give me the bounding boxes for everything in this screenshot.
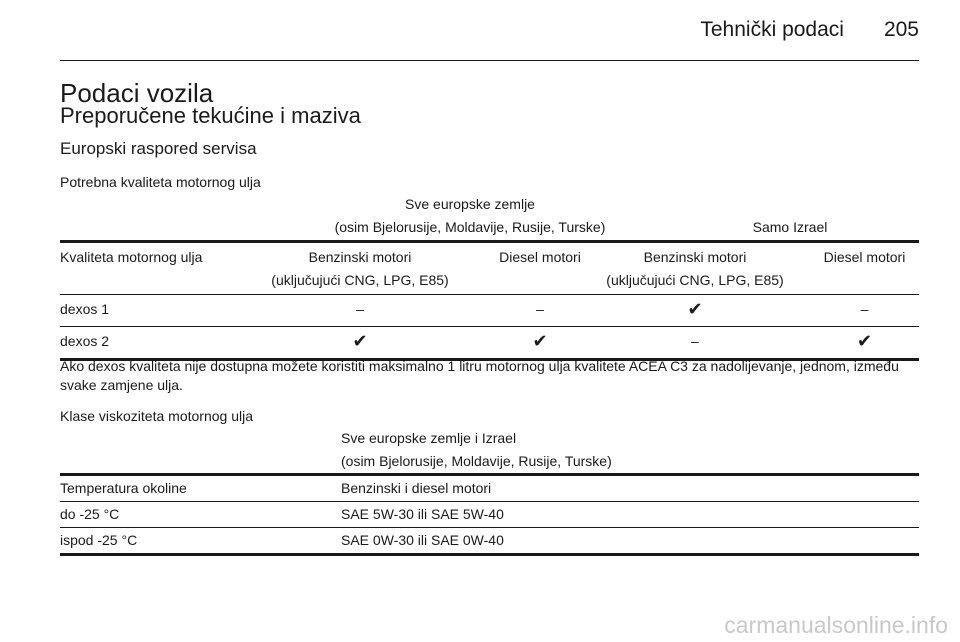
table-row (60, 528, 919, 553)
col1-line2: (uključujući CNG, LPG, E85) (271, 272, 449, 288)
table-row (60, 327, 919, 358)
watermark: carmanualsonline.info (724, 612, 948, 638)
table2-header-line1: Sve europske zemlje i Izrael (341, 430, 517, 446)
oil-cell: SAE 5W-30 ili SAE 5W-40 (341, 506, 504, 522)
section-title: Podaci vozila (60, 78, 214, 108)
header-divider (60, 60, 919, 61)
page-number: 205 (883, 18, 919, 41)
row-label: dexos 1 (60, 301, 110, 317)
oil-cell: SAE 0W-30 ili SAE 0W-40 (341, 532, 504, 548)
table1-column-header (60, 243, 919, 294)
table-row (60, 295, 919, 326)
group1-line2: (osim Bjelorusije, Moldavije, Rusije, Turske) (334, 219, 606, 235)
table2-header (60, 430, 919, 473)
table2-caption: Klase viskoziteta motornog ulja (60, 408, 253, 424)
viscosity-table (60, 430, 919, 556)
col2-label: Diesel motori (499, 249, 581, 265)
cell: – (860, 301, 869, 317)
check-icon: ✔ (352, 331, 368, 351)
cell: – (691, 333, 699, 349)
table1-caption: Potrebna kvaliteta motornog ulja (60, 174, 261, 190)
col3-line2: (uključujući CNG, LPG, E85) (606, 272, 784, 288)
note-paragraph: Ako dexos kvaliteta nije dostupna možete koristiti maksimalno 1 litru motornog ulja kvalitete ACEA C3 za nadolijevanje, jednom, između svake zamjene ulja. (60, 358, 899, 393)
page-header (60, 18, 919, 42)
table2-column-header (60, 476, 919, 501)
engine-column-header: Benzinski i diesel motori (341, 480, 492, 496)
row-label: dexos 2 (60, 333, 110, 349)
group1-line1: Sve europske zemlje (405, 196, 535, 212)
table2-rule (60, 553, 919, 556)
check-icon: ✔ (687, 299, 703, 319)
cell: – (356, 301, 364, 317)
table2-header-line2: (osim Bjelorusije, Moldavije, Rusije, Turske) (341, 453, 612, 469)
header-title: Tehnički podaci (700, 18, 844, 41)
oil-quality-table (60, 196, 919, 361)
col1-line1: Benzinski motori (308, 249, 412, 265)
row-header-label: Kvaliteta motornog ulja (60, 249, 203, 265)
check-icon: ✔ (856, 331, 873, 351)
temp-cell: do -25 °C (60, 506, 120, 522)
group2-label: Samo Izrael (752, 219, 828, 235)
subheading: Europski raspored servisa (60, 139, 257, 158)
temp-cell: ispod -25 °C (60, 532, 138, 548)
temp-column-header: Temperatura okoline (60, 480, 187, 496)
table1-group-header (60, 196, 919, 240)
col4-label: Diesel motori (823, 249, 906, 265)
subsection-title: Preporučene tekućine i maziva (60, 103, 361, 128)
table-row (60, 502, 919, 527)
cell: – (536, 301, 544, 317)
col3-line1: Benzinski motori (643, 249, 747, 265)
check-icon: ✔ (532, 331, 548, 351)
